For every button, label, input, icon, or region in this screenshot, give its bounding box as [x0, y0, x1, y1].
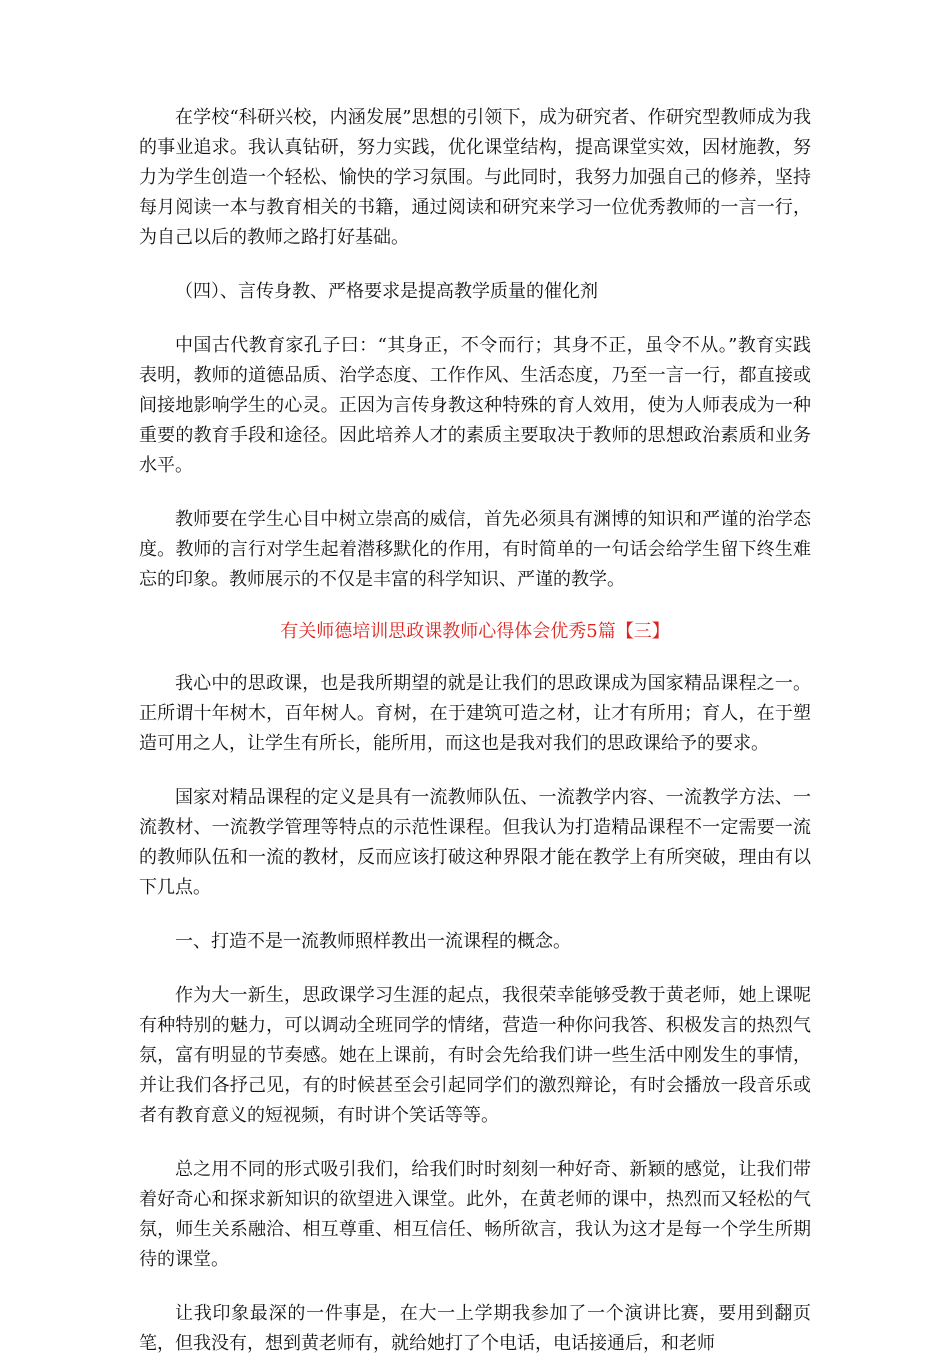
body-paragraph: 作为大一新生，思政课学习生涯的起点，我很荣幸能够受教于黄老师，她上课呢有种特别的魅力，可以调动全班同学的情绪，营造一种你问我答、积极发言的热烈气氛，富有明显的节奏感。她在上课前，有时会先给我们讲一些生活中刚发生的事情，并让我们各抒己见，有的时候甚至会引起同学们的激烈辩论，有时会播放一段音乐或者有教育意义的短视频，有时讲个笑话等等。: [139, 985, 811, 1126]
body-paragraph: 我心中的思政课，也是我所期望的就是让我们的思政课成为国家精品课程之一。正所谓十年树木，百年树人。育树，在于建筑可造之材，让才有所用；育人，在于塑造可用之人，让学生有所长，能所用，而这也是我对我们的思政课给予的要求。: [139, 673, 811, 754]
body-paragraph: 在学校“科研兴校，内涵发展”思想的引领下，成为研究者、作研究型教师成为我的事业追求。我认真钻研，努力实践，优化课堂结构，提高课堂实效，因材施教，努力为学生创造一个轻松、愉快的学习氛围。与此同时，我努力加强自己的修养，坚持每月阅读一本与教育相关的书籍，通过阅读和研究来学习一位优秀教师的一言一行，为自己以后的教师之路打好基础。: [139, 107, 811, 248]
section-title: 有关师德培训思政课教师心得体会优秀5篇【三】: [280, 621, 670, 642]
body-paragraph: 总之用不同的形式吸引我们，给我们时时刻刻一种好奇、新颖的感觉，让我们带着好奇心和探求新知识的欲望进入课堂。此外，在黄老师的课中，热烈而又轻松的气氛，师生关系融洽、相互尊重、相互信任、畅所欲言，我认为这才是每一个学生所期待的课堂。: [139, 1159, 811, 1270]
body-paragraph: 国家对精品课程的定义是具有一流教师队伍、一流教学内容、一流教学方法、一流教材、一流教学管理等特点的示范性课程。但我认为打造精品课程不一定需要一流的教师队伍和一流的教材，反而应该打破这种界限才能在教学上有所突破，理由有以下几点。: [139, 787, 811, 898]
body-paragraph: 让我印象最深的一件事是，在大一上学期我参加了一个演讲比赛，要用到翻页笔，但我没有，想到黄老师有，就给她打了个电话，电话接通后，和老师: [139, 1303, 811, 1354]
subheading-four: （四）、言传身教、严格要求是提高教学质量的催化剂: [175, 281, 598, 302]
list-point-one: 一、打造不是一流教师照样教出一流课程的概念。: [175, 931, 571, 952]
body-paragraph: 教师要在学生心目中树立崇高的威信，首先必须具有渊博的知识和严谨的治学态度。教师的言行对学生起着潜移默化的作用，有时简单的一句话会给学生留下终生难忘的印象。教师展示的不仅是丰富的科学知识、严谨的教学。: [139, 509, 811, 590]
document-page: [139, 103, 811, 1359]
body-paragraph: 中国古代教育家孔子曰：“其身正，不令而行；其身不正，虽令不从。”教育实践表明，教师的道德品质、治学态度、工作作风、生活态度，乃至一言一行，都直接或间接地影响学生的心灵。正因为言传身教这种特殊的育人效用，使为人师表成为一种重要的教育手段和途径。因此培养人才的素质主要取决于教师的思想政治素质和业务水平。: [139, 335, 811, 476]
